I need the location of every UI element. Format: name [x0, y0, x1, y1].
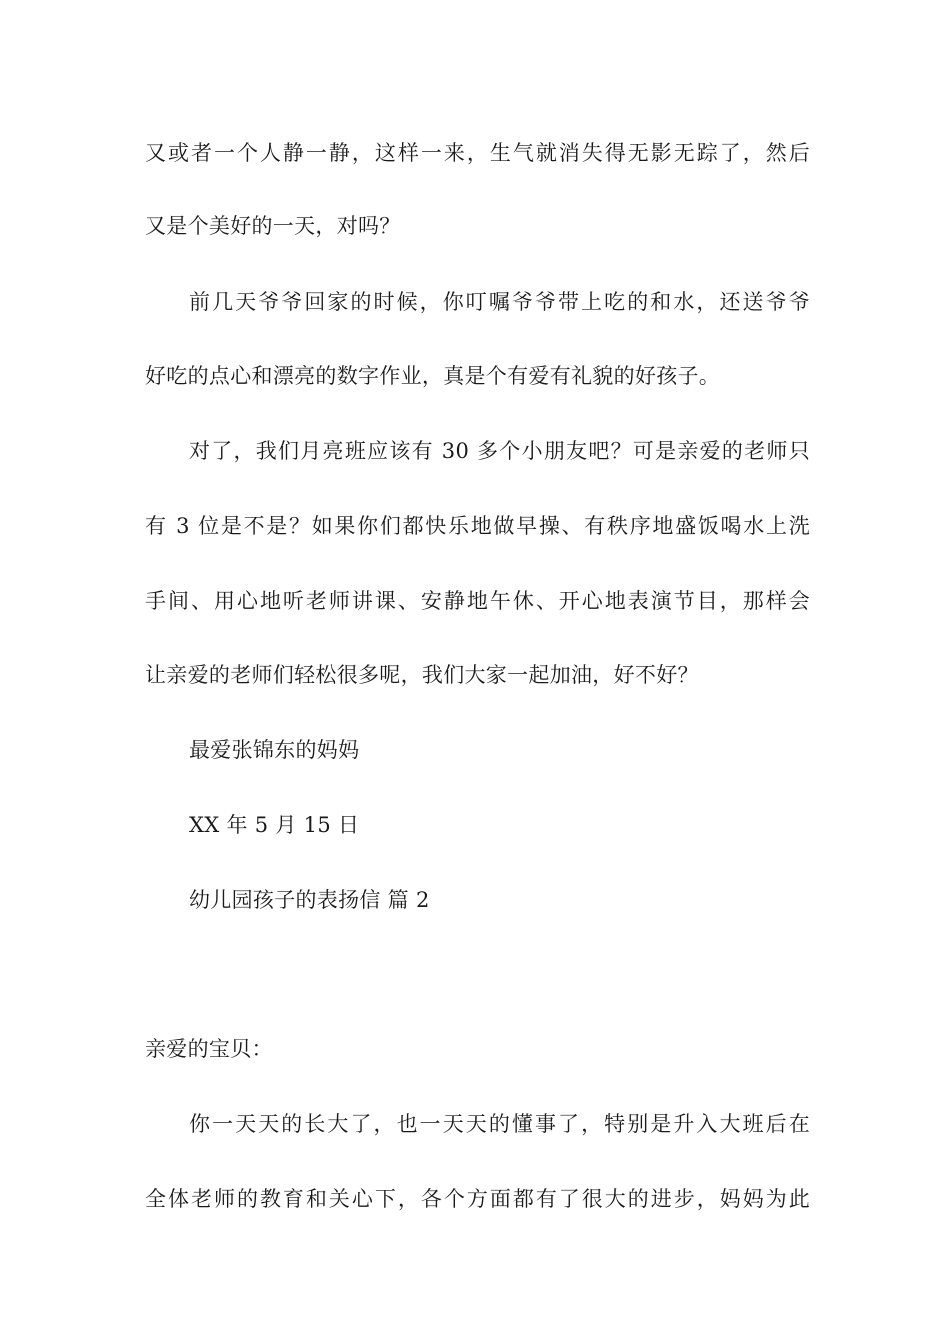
- paragraph-line: 对了，我们月亮班应该有 30 多个小朋友吧？可是亲爱的老师只: [189, 439, 810, 463]
- paragraph-line: 全体老师的教育和关心下，各个方面都有了很大的进步，妈妈为此: [145, 1187, 810, 1211]
- paragraph-line: 让亲爱的老师们轻松很多呢，我们大家一起加油，好不好？: [145, 663, 699, 687]
- salutation-line: 亲爱的宝贝：: [145, 1037, 273, 1061]
- paragraph-line: 好吃的点心和漂亮的数字作业，真是个有爱有礼貌的好孩子。: [145, 364, 721, 388]
- paragraph-line: 又是个美好的一天，对吗？: [145, 214, 401, 238]
- paragraph-line: 又或者一个人静一静，这样一来，生气就消失得无影无踪了，然后: [145, 141, 810, 165]
- paragraph-line: 有 3 位是不是？如果你们都快乐地做早操、有秩序地盛饭喝水上洗: [145, 514, 810, 538]
- paragraph-line: 手间、用心地听老师讲课、安静地午休、开心地表演节目，那样会: [145, 589, 810, 613]
- signature-line: 最爱张锦东的妈妈: [189, 738, 360, 762]
- paragraph-line: 你一天天的长大了，也一天天的懂事了，特别是升入大班后在: [189, 1112, 810, 1136]
- date-line: XX 年 5 月 15 日: [189, 813, 360, 837]
- paragraph-line: 前几天爷爷回家的时候，你叮嘱爷爷带上吃的和水，还送爷爷: [189, 290, 810, 314]
- section-heading: 幼儿园孩子的表扬信 篇 2: [189, 888, 430, 912]
